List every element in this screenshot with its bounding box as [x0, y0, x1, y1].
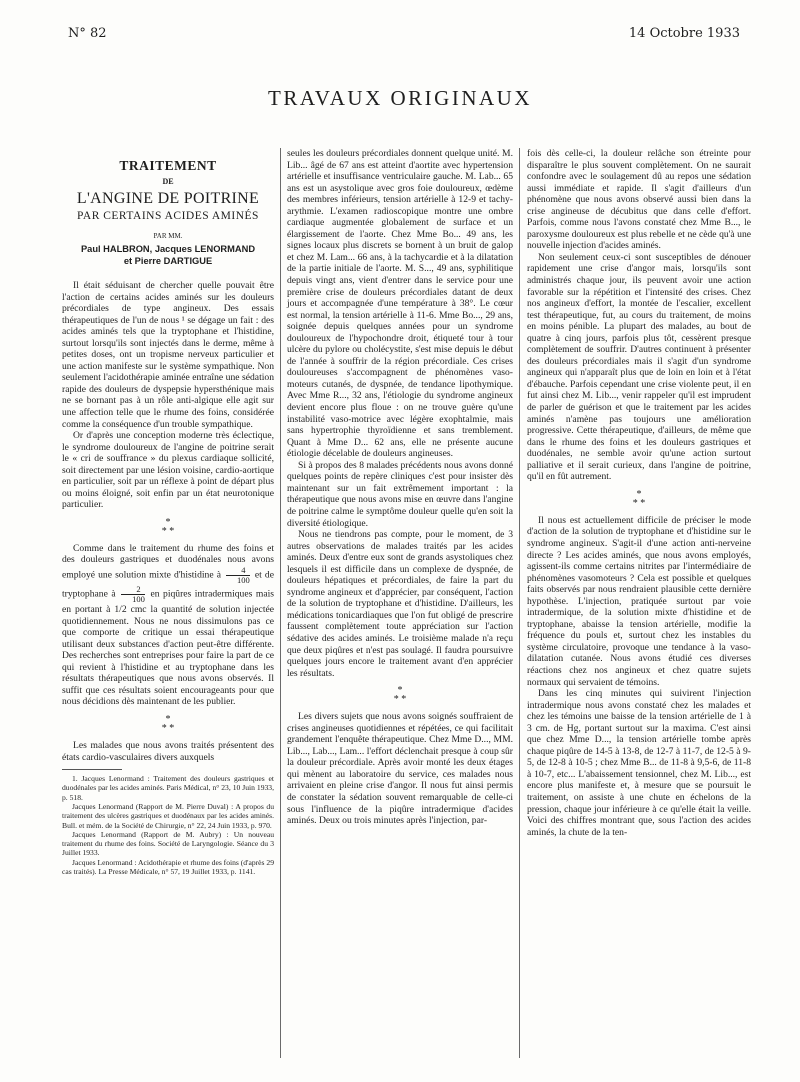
paragraph: Il était séduisant de chercher quelle pouvait être l'action de certains acides aminés sur les douleurs précordiales de type angineux. Des essais thérapeutiques de l'un de nous ¹ se dégage un fait : des acides aminés tels que la tryptophane et l'histidine, surtout lorsqu'ils sont injectés dans le derme, même à petites doses, ont un tropisme nerveux particulier et une action manifeste sur le système sympathique. Non seulement l'acidothérapie aminée entraîne une sédation rapide des douleurs de dyspepsie hypersthénique mais ne se bornant pas à un rôle anti-algique elle agit sur une affection telle que le rhume des foins, considérée comme la conséquence d'un trouble sympathique. [62, 280, 274, 430]
section-separator: * * * [161, 516, 175, 537]
column-1 [62, 148, 274, 876]
column-rule-left [280, 148, 281, 1058]
paragraph: Comme dans le traitement du rhume des foins et des douleurs gastriques et duodénales nous avons employé une solution mixte d'histidine à $\frac{4}{100}$ et de tryptophane à $\frac{2}{100}$ en piqûres intradermiques mais en portant à 1/2 cmc la quantité de solution injectée quotidiennement. Nous ne nous dissimulons pas ce que comporte de critique un essai thérapeutique utilisant deux substances d'action peut-être différente. Des recherches sont entreprises pour faire la part de ce qui revient à l'histidine et au tryptophane dans les résultats thérapeutiques que nous avons observés. Il suffit que ces résultats soient encourageants pour que nous décidions dès maintenant de les publier. [62, 542, 274, 708]
column-2 [287, 148, 513, 827]
paragraph: Les malades que nous avons traités présentent des états cardio-vasculaires divers auxquels [62, 739, 274, 763]
fraction-tryptophane: $\frac{2}{100}$ [121, 585, 145, 604]
issue-number: N° 82 [68, 26, 107, 41]
footnote: Jacques Lenormand (Rapport de M. Pierre Duval) : A propos du traitement des ulcères gastriques et duodénaux par les acides aminés. Bull. et mém. de la Société de Chirurgie, n° 22, 24 Juin 1933, p. 970. [62, 801, 274, 830]
title-line-1: TRAITEMENT [119, 158, 217, 173]
footnote: Jacques Lenormand : Acidothérapie et rhume des foins (d'après 29 cas traités). La Presse Médicale, n° 57, 19 Juillet 1933, p. 1141. [62, 857, 274, 877]
paragraph: Les divers sujets que nous avons soignés souffraient de crises angineuses quotidiennes et répétées, ce qui facilitait grandement l'enquête thérapeutique. Chez Mme D..., MM. Lib..., Lab..., Lam... l'effort déclenchait presque à coup sûr la douleur précordiale. Après avoir monté les deux étages qui mènent au laboratoire du service, ces malades nous arrivaient en pleine crise d'angor. Il nous fut ainsi permis de constater la sédation souvent remarquable de celle-ci sous l'influence de la piqûre intradermique d'acides aminés. Deux ou trois minutes après l'injection, par- [287, 711, 513, 827]
issue-date: 14 Octobre 1933 [628, 26, 740, 41]
paragraph: Si à propos des 8 malades précédents nous avons donné quelques points de repère cliniques c'est pour insister dès maintenant sur un fait extrêmement important : la thérapeutique que nous avons mise en œuvre dans l'angine de poitrine calme le symptôme douleur quelle qu'en soit la diversité étiologique. [287, 459, 513, 529]
section-heading: TRAVAUX ORIGINAUX [268, 86, 532, 110]
footnote: Jacques Lenormand (Rapport de M. Aubry) : Un nouveau traitement du rhume des foins. Société de Laryngologie. Séance du 3 Juillet 1933. [62, 829, 274, 858]
section-separator: * * * [632, 488, 646, 509]
paragraph: Non seulement ceux-ci sont susceptibles de dénouer rapidement une crise d'angor mais, lorsqu'ils sont administrés chaque jour, ils peuvent avoir une action favorable sur la répétition et l'intensité des crises. Chez nos angineux d'effort, la montée de l'escalier, excellent test thérapeutique, fut, au cours du traitement, de moins en moins pénible. La plupart des malades, au bout de quatre à cinq jours, parfois plus tôt, cessèrent presque complètement de souffrir. D'autres continuent à présenter des douleurs précordiales mais il s'agit d'un syndrome angineux qui n'apparaît plus que de loin en loin et à l'état d'ébauche. Parfois cependant une crise violente peut, il en fut ainsi chez M. Lib..., venir rappeler qu'il est imprudent de parler de guérison et que le traitement par les acides aminés n'amène pas toujours une amélioration progressive. Cette thérapeutique, d'ailleurs, de même que dans le rhume des foins et les douleurs gastriques et duodénales, ne semble avoir qu'une action surtout palliative et il serait curieux, dans l'angine de poitrine, qu'il en fût autrement. [527, 251, 751, 483]
column-rule-right [519, 148, 520, 1058]
footnote-rule [62, 769, 122, 770]
paragraph: Nous ne tiendrons pas compte, pour le moment, de 3 autres observations de malades traités par les acides aminés. Deux d'entre eux sont de grands asystoliques chez lesquels il est difficile dans un complexe de dyspnée, de douleurs hépatiques et précordiales, de faire la part du syndrome angineux et d'apprécier, par conséquent, l'action de la solution de tryptophane et d'histidine. D'ailleurs, les médications tonicardiaques que l'on fut obligé de prescrire faussent complètement toute appréciation sur l'action sédative des acides aminés. Le troisième malade n'a reçu que deux piqûres et n'est pas soulagé. Il faudra poursuivre quelques jours encore le traitement avant d'en apprécier les résultats. [287, 529, 513, 679]
title-line-3: L'ANGINE DE POITRINE [76, 190, 260, 207]
paragraph: Dans les cinq minutes qui suivirent l'injection intradermique nous avons constaté chez les malades et chez les témoins une baisse de la tension artérielle de 1 à 3 cm. de Hg, portant surtout sur la maxima. C'est ainsi que chez Mme D..., la tension artérielle tombe après chaque piqûre de 14-5 à 13-8, de 12-7 à 11-7, de 12-5 à 9-5, de 12-8 à 10-5 ; chez Mme B... de 11-8 à 9,5-6, de 11-8 à 10-7, etc... L'abaissement tensionnel, chez M. Lib..., est encore plus manifeste et, à mesure que se poursuit le traitement, on assiste à une chute en échelons de la pression, chaque jour inférieure à ce qu'elle était la veille. Voici des chiffres montrant que, sous l'action des acides aminés, la chute de la ten- [527, 688, 751, 838]
section-separator: * * * [393, 685, 407, 706]
paragraph: seules les douleurs précordiales donnent quelque unité. M. Lib... âgé de 67 ans est atteint d'aortite avec hypertension artérielle et insuffisance ventriculaire gauche. M. Lab... 65 ans est un asystolique avec gros foie douloureux, œdème des membres inférieurs, tension artérielle à 12-9 et tachy-arythmie. L'examen radioscopique montre une ombre cardiaque augmentée globalement de surface et un élargissement de l'aorte. Chez Mme Bo... 49 ans, les signes locaux plus discrets se bornent à un bruit de galop et chez M. Lam... 66 ans, à la tachycardie et à la dilatation de la partie initiale de l'aorte. M. S..., 49 ans, syphilitique depuis vingt ans, vient d'entrer dans le service pour une première crise de douleurs précordiales datant de deux jours et accompagnée d'une température à 38°. Le cœur est normal, la tension artérielle à 11-6. Mme Bo..., 29 ans, soignée depuis quelques années pour un syndrome douloureux de l'hypochondre droit, étiqueté tour à tour ulcère du pylore ou cholécystite, s'est mise depuis le début de l'année à souffrir de la région précordiale. Ces crises douloureuses s'accompagnent de phénomènes vaso-moteurs cutanés, de dyspnée, de tendance lipothymique. Avec Mme R..., 32 ans, l'étiologie du syndrome angineux devient encore plus floue : on ne trouve guère qu'une instabilité vaso-motrice avec légère exophtalmie, mais sans hypertrophie thyroïdienne et sans tremblement. Quant à Mme D... 62 ans, elle ne présente aucune étiologie décelable de douleurs angineuses. [287, 148, 513, 460]
authors-line-1: Paul HALBRON, Jacques LENORMAND [80, 244, 256, 254]
column-3 [527, 148, 751, 838]
paragraph: fois dès celle-ci, la douleur relâche son étreinte pour disparaître le plus souvent complètement. On ne saurait confondre avec le soulagement dû au repos une sédation aussi immédiate et rapide. Il s'agit d'ailleurs d'un phénomène que nous avons observé aussi bien dans la crise angineuse de décubitus que dans celle d'effort. Parfois, comme nous l'avons constaté chez Mme B..., le paroxysme douloureux est plus rebelle et ne cède qu'à une nouvelle injection d'acides aminés. [527, 148, 751, 252]
byline-prefix: PAR MM. [153, 232, 183, 240]
title-line-4: PAR CERTAINS ACIDES AMINÉS [77, 210, 259, 222]
footnote: 1. Jacques Lenormand : Traitement des douleurs gastriques et duodénales par les acides aminés. Paris Médical, n° 23, 10 Juin 1933, p. 518. [62, 774, 274, 802]
article-title-block [62, 158, 274, 266]
section-separator: * * * [161, 713, 175, 734]
paragraph: Or d'après une conception moderne très éclectique, le syndrome douloureux de l'angine de poitrine serait le « cri de souffrance » du plexus cardiaque sollicité, soit directement par une lésion voisine, cardio-aortique en particulier, soit par un réflexe à point de départ plus ou moins éloigné, soit enfin par un état neurotonique particulier. [62, 430, 274, 511]
paragraph: Il nous est actuellement difficile de préciser le mode d'action de la solution de tryptophane et d'histidine sur le syndrome angineux. S'agit-il d'une action anti-nerveine directe ? Les acides aminés, que nous avons employés, agissent-ils comme certains nitrites par l'intermédiaire de phénomènes vasomoteurs ? Cela est possible et quelques faits observés par nous rendraient plausible cette dernière hypothèse. L'injection, pratiquée surtout par voie intradermique, de la solution mixte d'histidine et de tryptophane, abaisse la tension artérielle, modifie la fréquence du pouls et, surtout chez les instables du système circulatoire, provoque une tendance à la vaso-dilatation cutanée. Nous avons étudié ces diverses réactions chez nos angineux et chez quatre sujets normaux qui servaient de témoins. [527, 514, 751, 688]
authors-line-2: et Pierre DARTIGUE [123, 256, 213, 266]
fraction-histidine: $\frac{4}{100}$ [226, 566, 250, 585]
title-line-2: DE [162, 177, 174, 186]
